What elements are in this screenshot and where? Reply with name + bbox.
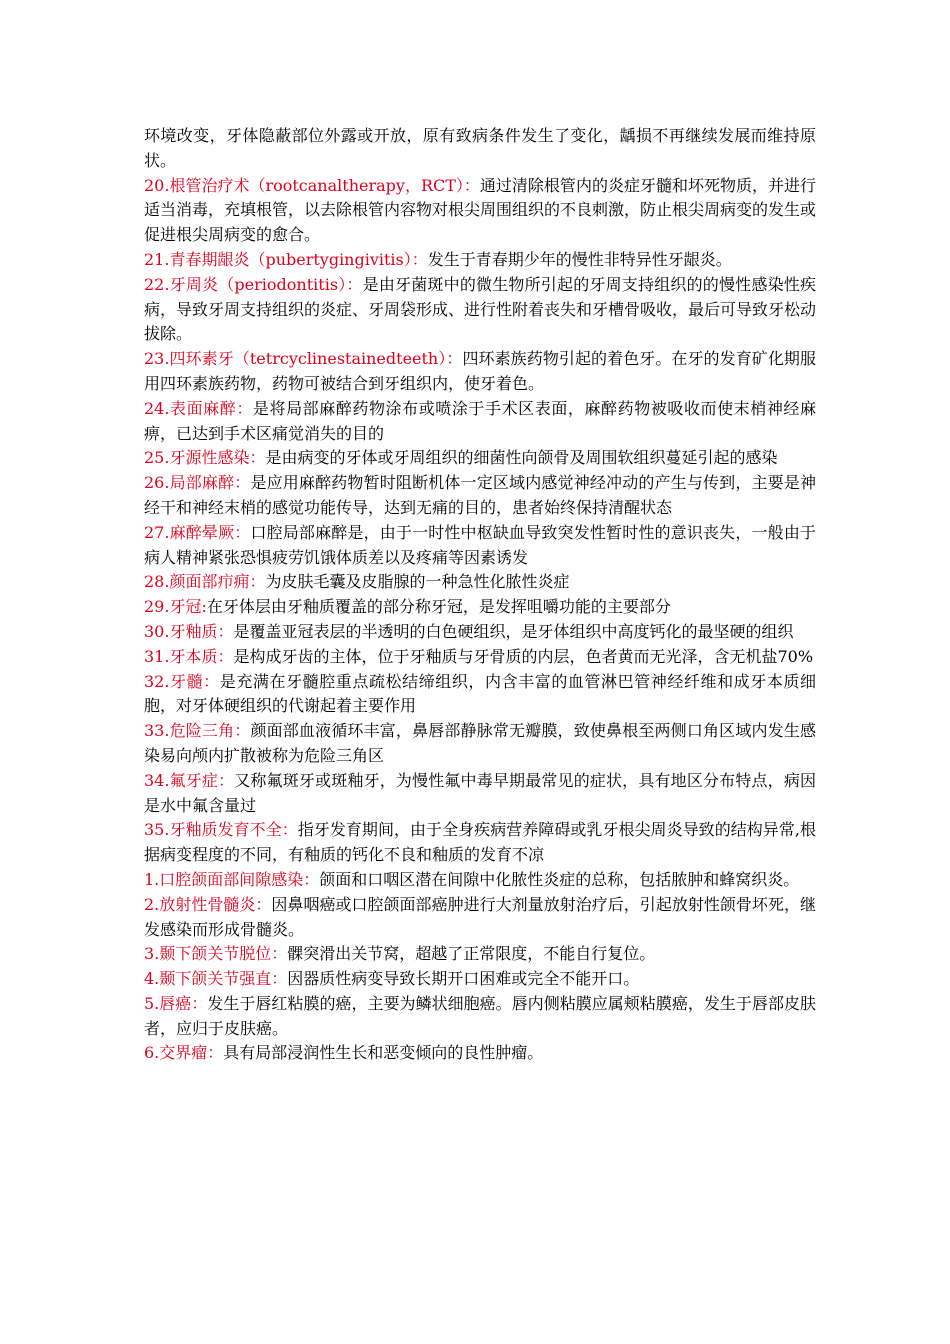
entry-25 — [144, 446, 816, 471]
entry-b2 — [144, 893, 816, 943]
entry-definition: 在牙体层由牙釉质覆盖的部分称牙冠，是发挥咀嚼功能的主要部分 — [206, 597, 671, 617]
entry-definition: 颌面和口咽区潜在间隙中化脓性炎症的总称，包括脓肿和蜂窝织炎。 — [319, 869, 800, 889]
entry-term: 21.青春期龈炎（pubertygingivitis）： — [144, 249, 428, 269]
entry-term: 35.牙釉质发育不全： — [144, 820, 298, 840]
entry-32 — [144, 670, 816, 720]
entry-definition: 指牙发育期间，由于全身疾病营养障碍或乳牙根尖周炎导致的结构异常,根据病变程度的不同，有釉质的钙化不良和釉质的发育不凉 — [144, 820, 816, 865]
entry-21 — [144, 248, 816, 273]
entry-26 — [144, 471, 816, 521]
entry-31 — [144, 645, 816, 670]
entry-b5 — [144, 992, 816, 1042]
entry-definition: 发生于青春期少年的慢性非特异性牙龈炎。 — [427, 249, 732, 269]
entry-term: 26.局部麻醉： — [144, 473, 251, 493]
entry-term: 3.颞下颌关节脱位： — [144, 944, 288, 964]
entry-term: 32.牙髓： — [144, 671, 220, 691]
entry-term: 1.口腔颌面部间隙感染： — [144, 869, 320, 889]
entry-definition: 又称氟斑牙或斑釉牙，为慢性氟中毒早期最常见的症状，具有地区分布特点，病因是水中氟含量过 — [144, 770, 816, 815]
entry-term: 34.氟牙症： — [144, 770, 235, 790]
entry-definition: 因鼻咽癌或口腔颌面部癌肿进行大剂量放射治疗后，引起放射性颌骨坏死，继发感染而形成骨髓炎。 — [144, 894, 816, 939]
entry-b6 — [144, 1041, 816, 1066]
entry-24 — [144, 397, 816, 447]
entry-definition: 是将局部麻醉药物涂布或喷涂于手术区表面，麻醉药物被吸收而使末梢神经麻痹，已达到手术区痛觉消失的目的 — [144, 398, 816, 443]
entry-20 — [144, 174, 816, 248]
entry-definition: 通过清除根管内的炎症牙髓和坏死物质，并进行适当消毒，充填根管，以去除根管内容物对根尖周围组织的不良刺激，防止根尖周病变的发生或促进根尖周病变的愈合。 — [144, 175, 817, 245]
entry-term: 30.牙釉质： — [144, 621, 234, 641]
entry-definition: 口腔局部麻醉是，由于一时性中枢缺血导致突发性暂时性的意识丧失，一般由于病人精神紧张恐惧疲劳饥饿体质差以及疼痛等因素诱发 — [144, 522, 816, 567]
entry-definition: 是充满在牙髓腔重点疏松结缔组织，内含丰富的血管淋巴管神经纤维和成牙本质细胞，对牙体硬组织的代谢起着主要作用 — [144, 671, 816, 716]
entry-definition: 为皮肤毛囊及皮脂腺的一种急性化脓性炎症 — [265, 572, 570, 592]
entry-b1 — [144, 868, 816, 893]
entry-definition: 是由牙菌斑中的微生物所引起的牙周支持组织的的慢性感染性疾病，导致牙周支持组织的炎症、牙周袋形成、进行性附着丧失和牙槽骨吸收，最后可导致牙松动拔除。 — [144, 274, 817, 344]
entry-term: 4.颞下颌关节强直： — [144, 969, 288, 989]
entry-term: 33.危险三角： — [144, 721, 251, 741]
entry-term: 31.牙本质： — [144, 646, 234, 666]
entry-28 — [144, 570, 816, 595]
document-page — [144, 124, 816, 1066]
entry-term: 22.牙周炎（periodontitis）： — [144, 274, 363, 294]
entry-23 — [144, 347, 816, 397]
entry-definition: 因器质性病变导致长期开口困难或完全不能开口。 — [287, 969, 640, 989]
entry-term: 25.牙源性感染： — [144, 448, 266, 468]
entry-22 — [144, 273, 816, 347]
entry-definition: 是构成牙齿的主体，位于牙釉质与牙骨质的内层，色者黄而无光泽，含无机盐70% — [233, 646, 814, 666]
entry-b3 — [144, 942, 816, 967]
intro-text: 环境改变，牙体隐蔽部位外露或开放，原有致病条件发生了变化，龋损不再继续发展而维持原状。 — [144, 126, 816, 170]
entry-definition: 是覆盖亚冠表层的半透明的白色硬组织，是牙体组织中高度钙化的最坚硬的组织 — [233, 621, 794, 641]
entry-34 — [144, 769, 816, 819]
entry-definition: 髁突滑出关节窝，超越了正常限度，不能自行复位。 — [287, 944, 656, 964]
entry-term: 24.表面麻醉： — [144, 398, 253, 418]
entry-term: 20.根管治疗术（rootcanaltherapy，RCT）： — [144, 175, 480, 195]
entry-35 — [144, 818, 816, 868]
entry-30 — [144, 620, 816, 645]
entry-term: 5.唇癌： — [144, 993, 208, 1013]
entry-term: 27.麻醉晕厥： — [144, 522, 251, 542]
entry-definition: 是应用麻醉药物暂时阻断机体一定区域内感觉神经冲动的产生与传到，主要是神经干和神经末梢的感觉功能传导，达到无痛的目的，患者始终保持清醒状态 — [144, 473, 816, 517]
entry-term: 23.四环素牙（tetrcyclinestainedteeth）： — [144, 349, 463, 369]
entry-33 — [144, 719, 816, 769]
entry-definition: 发生于唇红粘膜的癌，主要为鳞状细胞癌。唇内侧粘膜应属颊粘膜癌，发生于唇部皮肤者，应归于皮肤癌。 — [144, 993, 816, 1038]
entry-b4 — [144, 967, 816, 992]
entry-definition: 四环素族药物引起的着色牙。在牙的发育矿化期服用四环素族药物，药物可被结合到牙组织内，使牙着色。 — [144, 349, 816, 393]
entry-definition: 颜面部血液循环丰富，鼻唇部静脉常无瓣膜，致使鼻根至两侧口角区域内发生感染易向颅内扩散被称为危险三角区 — [144, 721, 816, 765]
entry-definition: 是由病变的牙体或牙周组织的细菌性向颌骨及周围软组织蔓延引起的感染 — [265, 448, 778, 468]
entry-27 — [144, 521, 816, 571]
intro-paragraph — [144, 124, 816, 174]
entry-29 — [144, 595, 816, 620]
entry-term: 2.放射性骨髓炎： — [144, 894, 272, 914]
entry-term: 6.交界瘤： — [144, 1043, 224, 1063]
entry-definition: 具有局部浸润性生长和恶变倾向的良性肿瘤。 — [223, 1043, 544, 1063]
entry-term: 29.牙冠: — [144, 597, 207, 617]
entry-term: 28.颜面部疖痈： — [144, 572, 266, 592]
